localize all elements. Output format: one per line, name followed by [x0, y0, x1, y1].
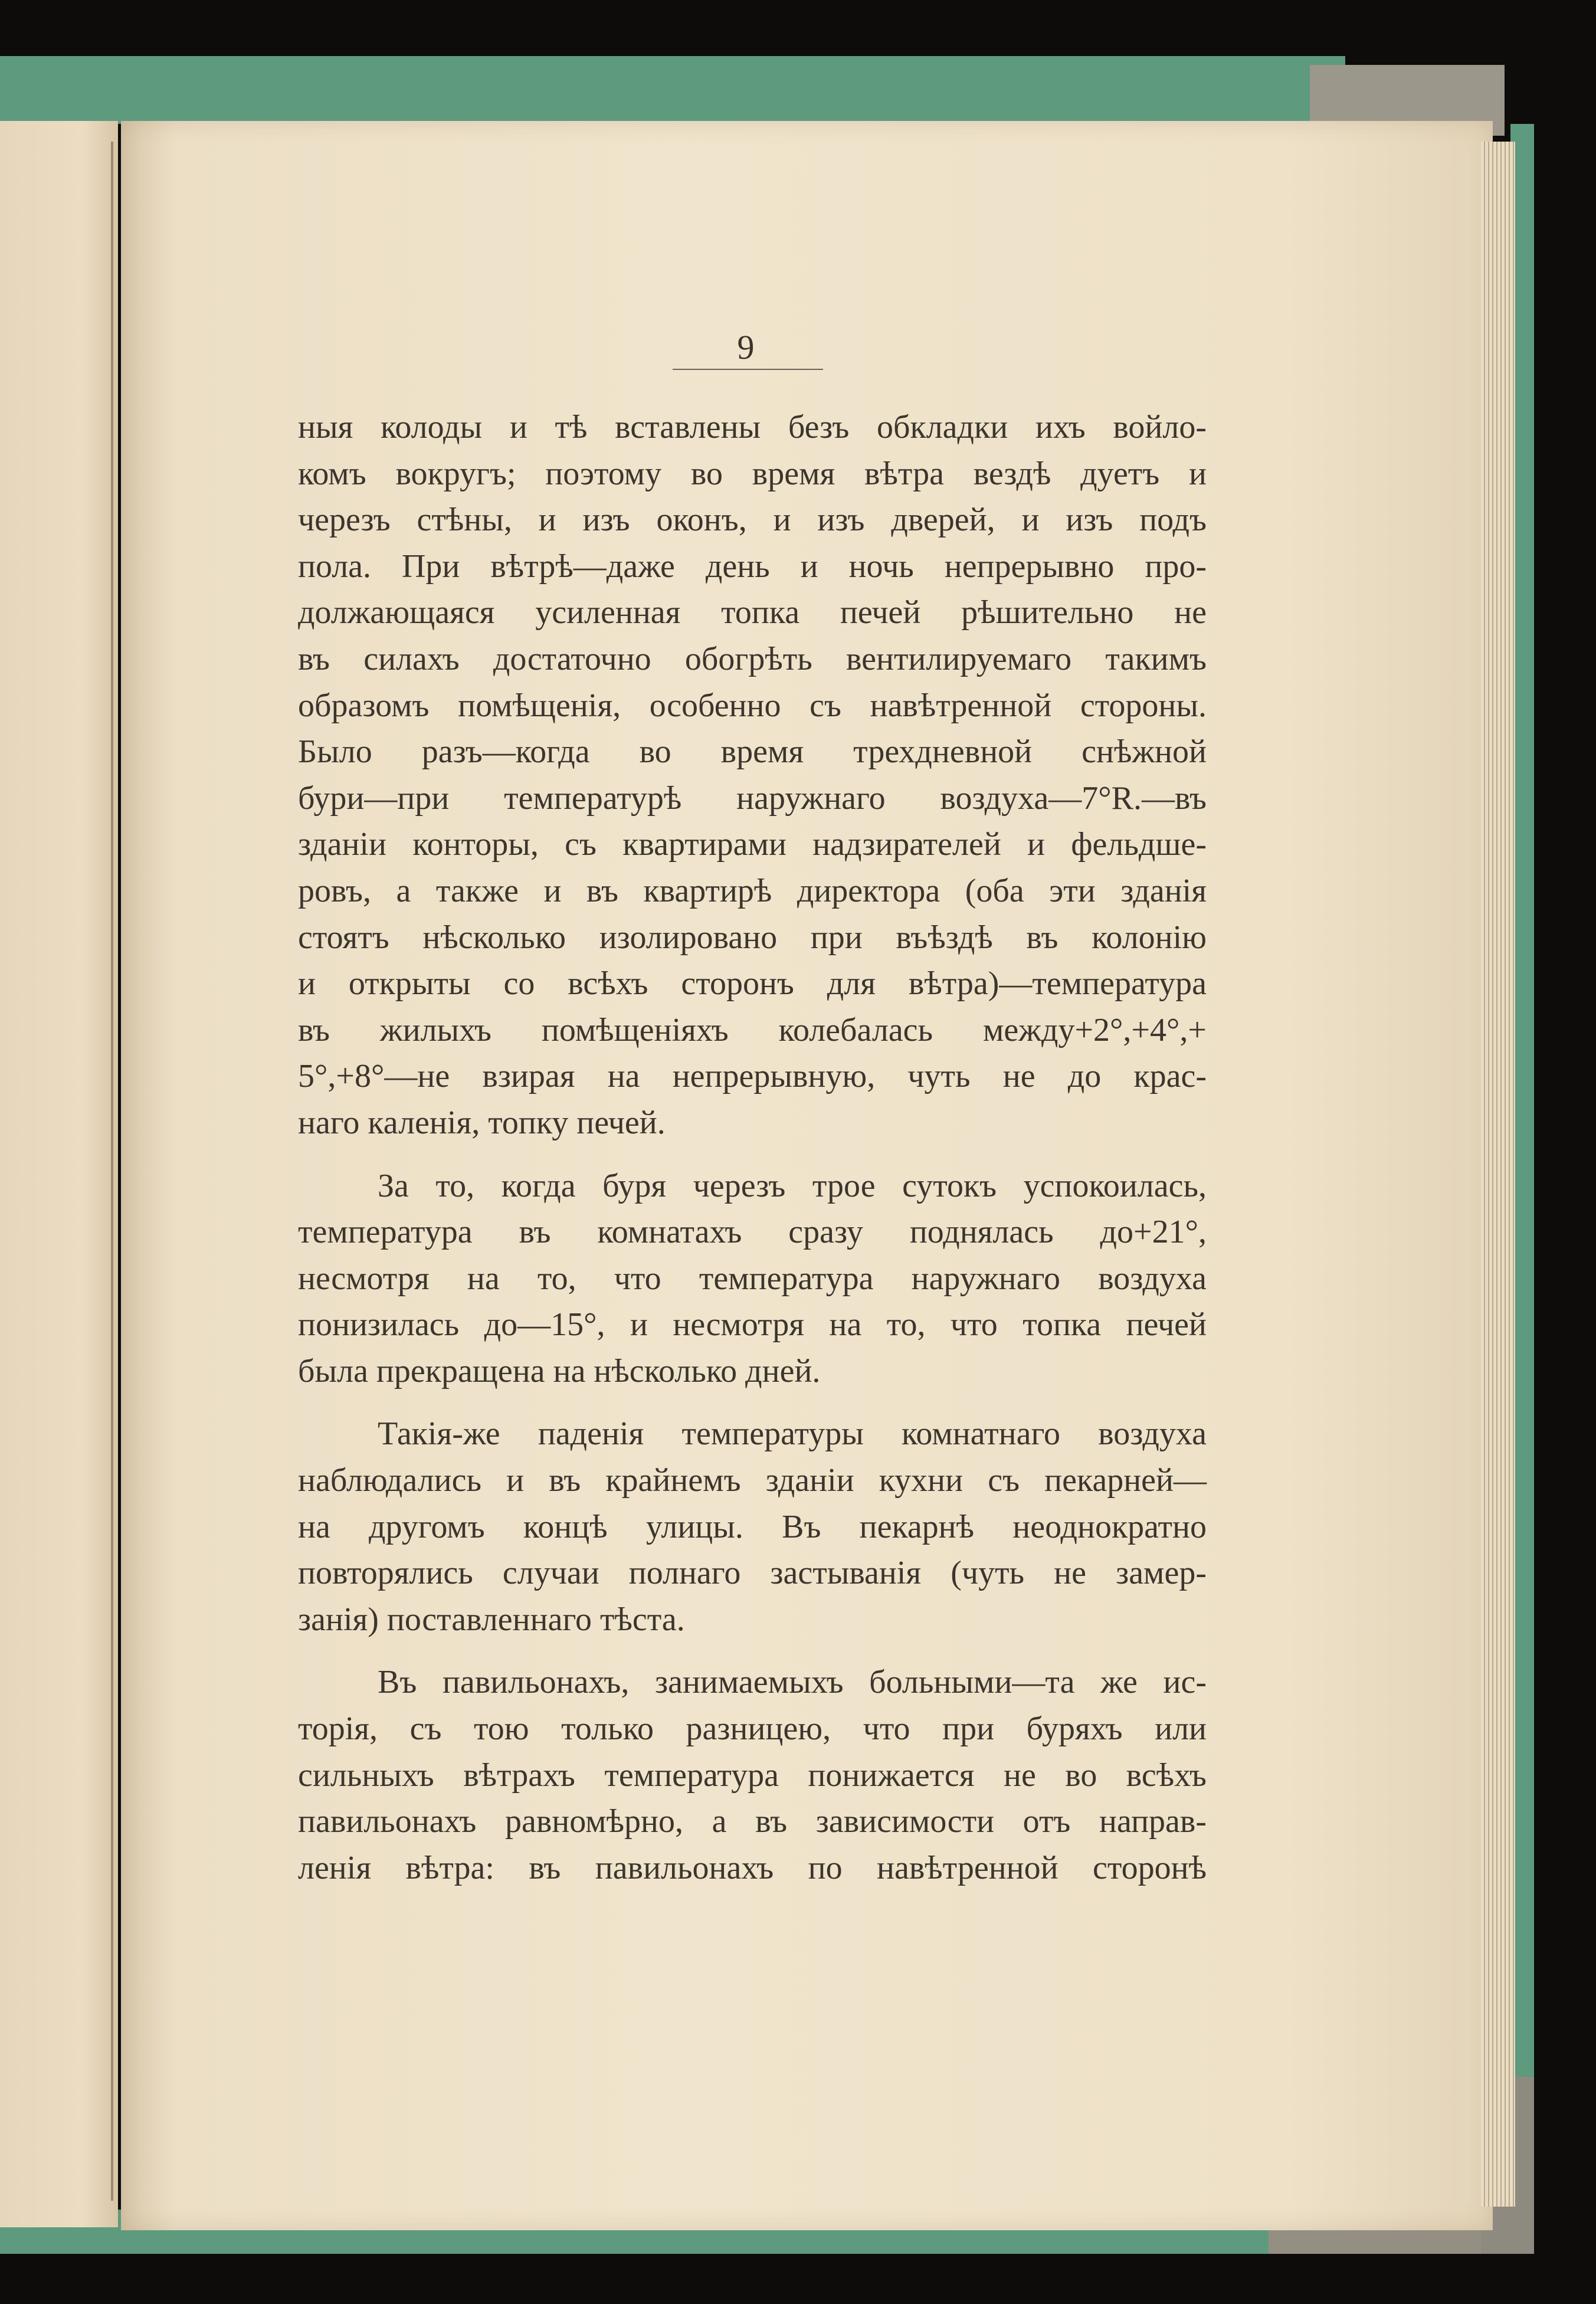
page-edges	[1481, 142, 1515, 2207]
text-line: повторялись случаи полнаго застыванія (чуть не замер-	[298, 1555, 1207, 1592]
text-line: сильныхъ вѣтрахъ температура понижается не во всѣхъ	[298, 1756, 1207, 1794]
page-number-rule	[673, 369, 823, 370]
text-line: комъ вокругъ; поэтому во время вѣтра вездѣ дуетъ и	[298, 455, 1207, 492]
facing-page	[0, 121, 118, 2227]
text-line: Въ павильонахъ, занимаемыхъ больными—та же ис-	[378, 1664, 1207, 1701]
text-line: Было разъ—когда во время трехдневной снѣжной	[298, 733, 1207, 771]
text-line: бури—при температурѣ наружнаго воздуха—7°R.—въ	[298, 779, 1207, 817]
paragraph	[298, 1659, 1207, 1891]
text-line: стоятъ нѣсколько изолировано при въѣздѣ въ колонію	[298, 919, 1207, 956]
text-line: павильонахъ равномѣрно, а въ зависимости отъ направ-	[298, 1803, 1207, 1840]
text-line: въ силахъ достаточно обогрѣть вентилируемаго такимъ	[298, 640, 1207, 677]
text-line: ровъ, а также и въ квартирѣ директора (оба эти зданія	[298, 872, 1207, 909]
text-line: наблюдались и въ крайнемъ зданіи кухни съ пекарней—	[298, 1462, 1207, 1499]
text-line: была прекращена на нѣсколько дней.	[298, 1352, 821, 1389]
text-line: 5°,+8°—не взирая на непрерывную, чуть не до крас-	[298, 1058, 1207, 1095]
text-line: понизилась до—15°, и несмотря на то, что топка печей	[298, 1306, 1207, 1343]
text-line: пола. При вѣтрѣ—даже день и ночь непрерывно про-	[298, 548, 1207, 585]
spine-gutter	[111, 142, 113, 2201]
text-line: образомъ помѣщенія, особенно съ навѣтренной стороны.	[298, 687, 1207, 724]
text-line: ныя колоды и тѣ вставлены безъ обкладки ихъ войло-	[298, 409, 1207, 445]
text-line: наго каленія, топку печей.	[298, 1104, 666, 1141]
text-line: температура въ комнатахъ сразу поднялась до+21°,	[298, 1214, 1207, 1251]
text-line: должающаяся усиленная топка печей рѣшительно не	[298, 594, 1207, 631]
cover-top-band	[0, 56, 1345, 124]
text-line: За то, когда буря черезъ трое сутокъ успокоилась,	[378, 1167, 1207, 1204]
paragraph	[298, 1411, 1207, 1643]
text-line: ленія вѣтра: въ павильонахъ по навѣтренной сторонѣ	[298, 1849, 1207, 1886]
text-line: черезъ стѣны, и изъ оконъ, и изъ дверей, и изъ подъ	[298, 502, 1207, 539]
body-text	[298, 404, 1207, 1891]
text-line: и открыты со всѣхъ сторонъ для вѣтра)—температура	[298, 965, 1207, 1002]
text-line: занія) поставленнаго тѣста.	[298, 1601, 685, 1638]
text-line: торія, съ тою только разницею, что при буряхъ или	[298, 1710, 1207, 1748]
text-line: несмотря на то, что температура наружнаго воздуха	[298, 1260, 1207, 1297]
text-line: на другомъ концѣ улицы. Въ пекарнѣ неоднократно	[298, 1508, 1207, 1545]
text-line: зданіи конторы, съ квартирами надзирателей и фельдше-	[298, 826, 1207, 863]
page-number: 9	[737, 328, 756, 366]
paragraph	[298, 1163, 1207, 1395]
paragraph	[298, 404, 1207, 1146]
text-line: Такія-же паденія температуры комнатнаго воздуха	[378, 1415, 1207, 1453]
text-line: въ жилыхъ помѣщеніяхъ колебалась между+2°,+4°,+	[298, 1011, 1207, 1048]
